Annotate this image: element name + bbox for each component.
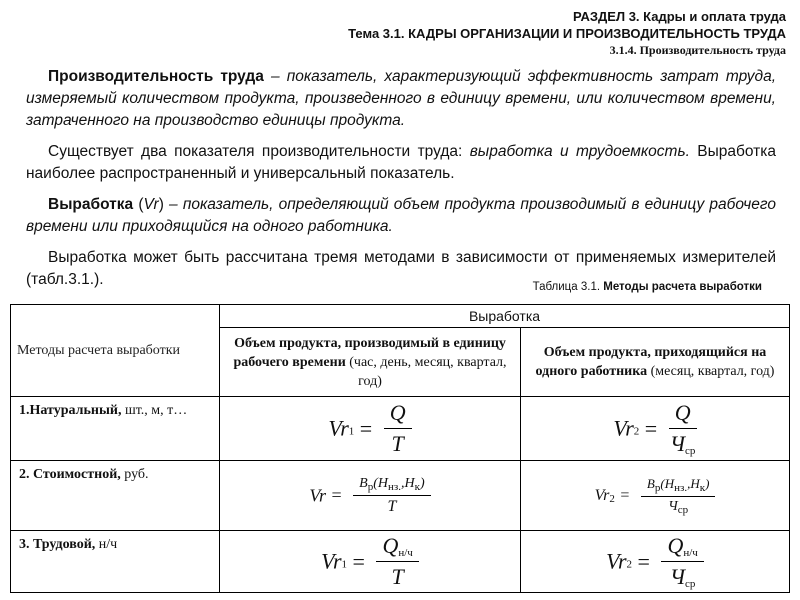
method-name: 3. Трудовой, <box>19 537 96 552</box>
denominator-sub: ср <box>677 503 689 516</box>
formula-lhs: Vr <box>613 415 634 441</box>
num-sub3: к <box>699 481 706 494</box>
formula-lhs-sub: 1 <box>348 425 355 438</box>
indicators-lead: Существует два показателя производительности труда: <box>48 143 470 160</box>
num-rest3: ) <box>419 475 425 491</box>
num-sub3: к <box>414 480 420 493</box>
denominator-sub: ср <box>685 445 696 457</box>
denominator <box>668 497 688 516</box>
col-per-time-bold: Объем продукта, производимый в единицу рабочего времени <box>233 335 506 370</box>
formula-natural-per-worker <box>521 397 790 461</box>
paragraph-output <box>26 194 776 238</box>
table-row <box>11 461 790 531</box>
term-productivity: Производительность труда <box>48 68 264 85</box>
fraction <box>661 533 703 590</box>
section-title: РАЗДЕЛ 3. Кадры и оплата труда <box>572 9 786 24</box>
formula-natural-per-time <box>220 397 521 461</box>
numerator <box>661 533 703 562</box>
term-output: Выработка <box>48 196 134 213</box>
denominator-main: Ч <box>668 498 678 514</box>
fraction <box>669 400 697 457</box>
method-name: 1.Натуральный, <box>19 403 122 418</box>
symbol-vr: Vr <box>143 196 159 213</box>
method-natural <box>11 397 220 461</box>
formula-lhs: Vr <box>328 415 349 441</box>
table-caption <box>533 281 762 293</box>
formula-lhs-sub: 2 <box>633 425 640 438</box>
paragraph-definition <box>26 66 776 132</box>
method-name: 2. Стоимостной, <box>19 467 121 482</box>
numerator-sub: н/ч <box>683 547 698 559</box>
denominator-main: Ч <box>669 564 686 589</box>
numerator <box>376 533 418 562</box>
numerator-main: Q <box>382 533 399 558</box>
num-rest: (Н <box>373 475 389 491</box>
num-sub: p <box>654 481 661 494</box>
formula-cost-per-time <box>220 461 521 531</box>
methods-header-cell: Методы расчета выработки <box>11 305 220 397</box>
equals-sign: = <box>352 548 365 574</box>
definition-text: – показатель, характеризующий эффективность затрат труда, измеряемый количеством продукта, произведенного в единицу времени, или количеством времени, затраченного на производство единицы продукта. <box>26 68 776 129</box>
num-rest: (Н <box>660 475 675 491</box>
col-per-worker-rest: (месяц, квартал, год) <box>647 364 775 379</box>
col-per-worker-bold: Объем продукта, приходящийся на одного работника <box>535 345 767 379</box>
slide-header <box>348 8 786 59</box>
table-row <box>11 531 790 593</box>
numerator: Q <box>384 400 412 429</box>
output-group-header: Выработка <box>220 305 790 328</box>
denominator: T <box>387 497 397 515</box>
formula-lhs: Vr <box>606 548 627 574</box>
equals-sign: = <box>331 485 342 505</box>
fraction <box>376 533 418 590</box>
num-b: B <box>646 475 655 491</box>
num-b: B <box>359 475 368 491</box>
formula-lhs: Vr <box>321 548 342 574</box>
denominator-main: Ч <box>669 431 686 456</box>
formula-labour-per-worker <box>521 531 790 593</box>
formula-cost-per-worker <box>521 461 790 531</box>
denominator-sub: ср <box>685 578 696 590</box>
equals-sign: = <box>637 548 650 574</box>
indicators-rest: Выработка наиболее распространенный и универсальный показатель. <box>26 143 776 182</box>
equals-sign: = <box>620 486 630 504</box>
table-caption-prefix: Таблица 3.1. <box>532 281 604 293</box>
numerator <box>641 476 716 497</box>
numerator-sub: н/ч <box>398 547 413 559</box>
col-per-time-header <box>220 328 521 397</box>
denominator <box>670 429 696 457</box>
method-cost <box>11 461 220 531</box>
numerator: Q <box>669 400 697 429</box>
method-unit: н/ч <box>95 537 118 552</box>
method-labour <box>11 531 220 593</box>
fraction <box>641 476 716 516</box>
formula-lhs-sub: 1 <box>341 558 348 571</box>
num-rest2: ,Н <box>687 475 700 491</box>
col-per-time-rest: (час, день, месяц, квартал, год) <box>345 354 507 389</box>
fraction <box>353 476 430 516</box>
numerator <box>353 476 430 496</box>
formula-lhs-sub: 2 <box>609 492 615 505</box>
paren-close: ) <box>158 196 164 213</box>
formula-labour-per-time <box>220 531 521 593</box>
output-definition: – показатель, определяющий объем продукта производимый в единицу рабочего времени или приходящийся на одного работника. <box>26 196 776 235</box>
denominator <box>670 562 696 590</box>
paren-open: ( <box>133 196 144 213</box>
subtopic-title: 3.1.4. Производительность труда <box>609 43 786 57</box>
table-caption-title: Методы расчета выработки <box>603 281 762 293</box>
num-sub2: нз. <box>388 480 401 493</box>
paragraph-indicators <box>26 141 776 185</box>
table-row <box>11 397 790 461</box>
methods-text: Выработка может быть рассчитана тремя методами в зависимости от применяемых измерителей (табл.3.1.). <box>26 249 776 288</box>
denominator: T <box>391 431 404 456</box>
method-unit: руб. <box>120 467 149 482</box>
topic-title: Тема 3.1. КАДРЫ ОРГАНИЗАЦИИ И ПРОИЗВОДИТЕЛЬНОСТЬ ТРУДА <box>348 26 786 41</box>
equals-sign: = <box>644 415 658 441</box>
formula-lhs: Vr <box>594 486 610 504</box>
num-rest2: ,Н <box>401 475 415 491</box>
formula-lhs: Vr <box>309 485 327 505</box>
num-rest3: ) <box>705 475 710 491</box>
num-sub2: нз. <box>674 481 688 494</box>
fraction <box>384 400 412 457</box>
num-sub: p <box>367 480 374 493</box>
denominator: T <box>391 564 404 589</box>
methods-table <box>10 304 790 593</box>
equals-sign: = <box>359 415 373 441</box>
numerator-main: Q <box>667 533 684 558</box>
formula-lhs-sub: 2 <box>626 558 633 571</box>
col-per-worker-header <box>521 328 790 397</box>
indicators-terms: выработка и трудоемкость. <box>469 143 690 160</box>
method-unit: шт., м, т… <box>121 403 188 418</box>
body-text <box>26 66 776 300</box>
